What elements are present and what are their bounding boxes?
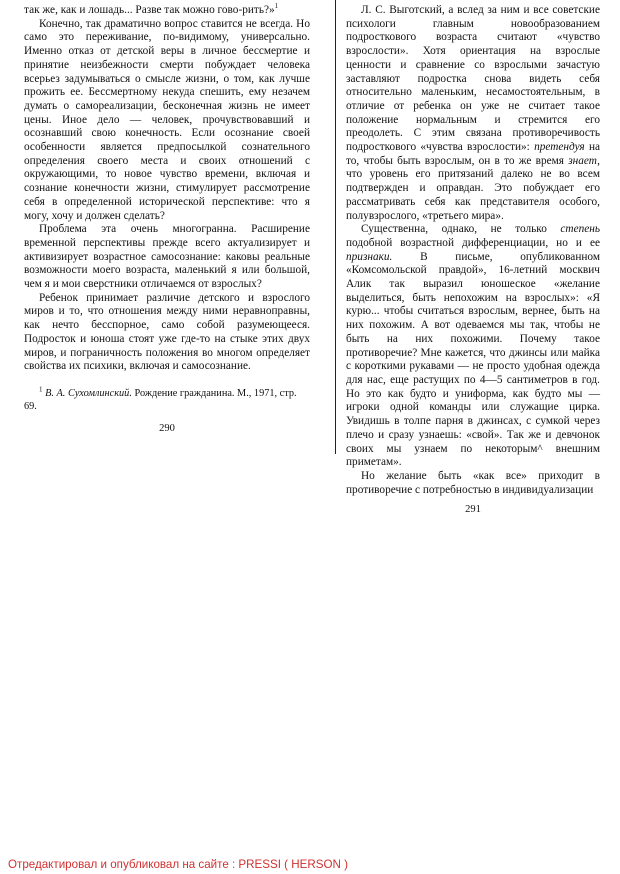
paragraph: Проблема эта очень многогранна. Расширение временной перспективы прежде всего актуализирует и активизирует возрастное самосознание: каковы реальные возможности моего возраста, маленький я или большой, чем я и мои сверстники отличаемся от взрослых? (24, 223, 310, 291)
page-divider (335, 0, 336, 454)
paragraph: Ребенок принимает различие детского и взрослого миров и то, что отношения между ними неравноправны, как нечто бесспорное, само собой разумеющееся. Подросток и юноша стоят уже где-то на стыке этих двух миров, и пограничность положения во многом определяет свойства их психики, включая и самосознание. (24, 291, 310, 373)
site-credit-footer: Отредактировал и опубликовал на сайте : PRESSI ( HERSON ) (8, 858, 348, 871)
paragraph: Но желание быть «как все» приходит в противоречие с потребностью в индивидуализации (346, 469, 600, 496)
paragraph: Конечно, так драматично вопрос ставится не всегда. Но само это переживание, по-видимому, универсально. Именно отказ от детской веры в личное бессмертие и принятие неизбежности смерти побуждает человека всерьез задумываться о смысле жизни, о том, как лучше прожить ее. Бессмертному некуда спешить, ему незачем думать о самореализации, бесконечная жизнь не имеет цены. Иное дело — человек, прочувствовавший и осознавший свою конечность. Если осознание своей особенности является предпосылкой сознательного определения своего места и своих отношений с окружающими, то новое чувство времени, включая и сознание конечности жизни, стимулирует рассмотрение себя в определенной исторической перспективе: что я могу, хочу и должен сделать? (24, 17, 310, 222)
footnote-marker: 1 (274, 2, 279, 11)
footnote: $^1$ В. А. Сухомлинский. Рождение гражданина. М., 1971, стр. 69. (24, 385, 297, 412)
paragraph: так же, как и лошадь... Разве так можно гово-рить?»$^1$ (24, 2, 279, 16)
page-number: 290 (159, 422, 175, 434)
right-page (346, 4, 600, 517)
footnote-author: В. А. Сухомлинский. (45, 387, 132, 399)
page-number: 291 (465, 504, 481, 516)
left-page (24, 4, 310, 435)
paragraph: Л. С. Выготский, а вслед за ним и все советские психологи главным новообразованием подросткового возраста считают «чувство взрослости». Хотя ориентация на взрослые ценности и сравнение со взрослыми зачастую заставляют подростка снова видеть себя относительно маленьким, несамостоятельным, в отличие от ребенка он уже не считает такое положение нормальным и стремится его преодолеть. С этим связана противоречивость подросткового «чувства взрослости»: претендуя на то, чтобы быть взрослым, он в то же время знает, что уровень его притязаний далеко не во всем подтвержден и оправдан. Это побуждает его рассматривать себя как представителя особого, полувзрослого, «третьего мира». (346, 4, 600, 222)
paragraph: Существенна, однако, не только степень подобной возрастной дифференциации, но и ее признаки. В письме, опубликованном «Комсомольской правдой», 16-летний москвич Алик так выразил юношеское «желание выделиться, быть непохожим на взрослых»: «Я курю... чтобы считаться взрослым, вернее, быть на них похожим. А вот одеваемся мы так, чтобы не быть на них похожими. Почему такое противоречие? Мне кажется, что джинсы или майка с короткими рукавами — не просто удобная одежда для нас, еще растущих по 4—5 сантиметров в год. Но это как будто и униформа, как будто мы — игроки одной команды или служащие цирка. Увидишь в толпе парня в джинсах, с сумкой через плечо и сразу узнаешь: «свой». Так же и девчонок своих мы узнаем по некоторым^ внешним приметам». (346, 223, 600, 469)
